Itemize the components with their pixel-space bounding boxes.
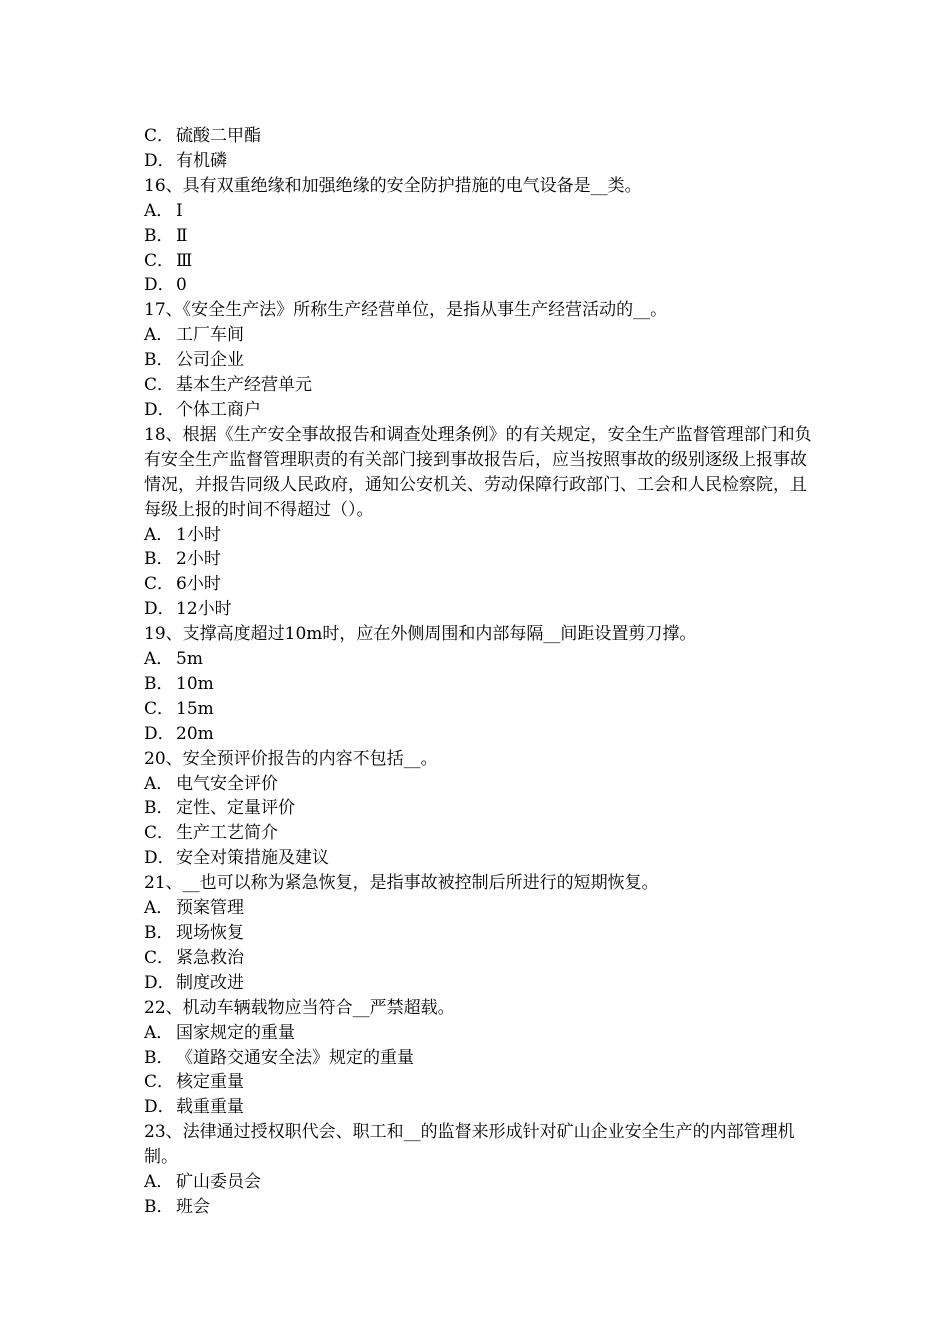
option-label: A． [144,649,174,670]
option-text: 现场恢复 [176,923,244,943]
option-label: C． [144,574,175,595]
option-label: C． [144,250,175,271]
option-label: D． [144,1097,175,1118]
answer-option [144,1095,814,1120]
option-label: C． [144,126,175,146]
option-text: 安全对策措施及建议 [176,848,329,869]
option-text: 核定重量 [176,1072,244,1093]
question-text [144,298,814,323]
answer-option [144,796,814,821]
question-stem: 17、《安全生产法》所称生产经营单位，是指从事生产经营活动的__。 [144,300,668,321]
answer-option [144,199,814,224]
option-text: Ⅰ [176,200,183,221]
question-stem: 20、安全预评价报告的内容不包括__。 [144,748,438,769]
answer-option [144,224,814,249]
option-label: D． [144,399,175,420]
answer-option [144,946,814,971]
option-text: 0 [176,275,187,296]
answer-option [144,1046,814,1071]
option-label: C． [144,823,175,844]
option-text: 生产工艺简介 [176,823,278,844]
answer-option [144,921,814,946]
question-stem: 18、根据《生产安全事故报告和调查处理条例》的有关规定，安全生产监督管理部门和负有安全生产监督管理职责的有关部门接到事故报告后，应当按照事故的级别逐级上报事故情况，并报告同级人民政府，通知公安机关、劳动保障行政部门、工会和人民检察院，且每级上报的时间不得超过（）。 [144,424,812,520]
option-label: A． [144,1172,174,1193]
answer-option [144,597,814,622]
option-text: 公司企业 [176,350,244,371]
option-label: D． [144,848,175,869]
option-label: A． [144,773,174,794]
option-label: B． [144,1196,174,1217]
option-label: B． [144,798,174,819]
answer-option [144,846,814,871]
option-label: A． [144,898,174,919]
option-label: A． [144,325,174,346]
option-text: 矿山委员会 [176,1172,261,1193]
answer-option [144,896,814,921]
option-label: C． [144,1072,175,1093]
question-text [144,622,814,647]
option-label: D． [144,723,175,744]
question-list [144,124,814,1220]
answer-option [144,971,814,996]
option-label: B． [144,673,174,694]
answer-option [144,348,814,373]
answer-option [144,1195,814,1220]
question-text [144,423,814,523]
answer-option [144,149,814,174]
question-text [144,747,814,772]
answer-option [144,547,814,572]
answer-option [144,1070,814,1095]
answer-option [144,572,814,597]
option-text: 硫酸二甲酯 [176,126,261,146]
option-text: 基本生产经营单元 [176,375,312,396]
option-label: C． [144,375,175,396]
question-text [144,871,814,896]
answer-option [144,821,814,846]
question-text [144,1120,814,1170]
question-text [144,996,814,1021]
option-label: A． [144,1022,174,1043]
answer-option [144,722,814,747]
question-text [144,174,814,199]
option-label: D． [144,599,175,620]
answer-option [144,647,814,672]
option-label: D． [144,275,175,296]
answer-option [144,249,814,274]
option-text: 个体工商户 [176,399,261,420]
answer-option [144,398,814,423]
answer-option [144,124,814,149]
option-text: 工厂车间 [176,325,244,346]
option-text: 6小时 [176,574,221,595]
option-label: C． [144,698,175,719]
option-label: B． [144,549,174,570]
option-text: 2小时 [176,549,221,570]
option-text: 预案管理 [176,898,244,919]
option-text: 制度改进 [176,972,244,993]
answer-option [144,373,814,398]
question-stem: 22、机动车辆载物应当符合__严禁超载。 [144,997,455,1018]
option-text: Ⅱ [176,225,188,246]
question-stem: 23、法律通过授权职代会、职工和__的监督来形成针对矿山企业安全生产的内部管理机制。 [144,1122,795,1168]
option-text: 有机磷 [176,150,227,171]
option-label: C． [144,947,175,968]
option-text: 载重重量 [176,1097,244,1118]
option-text: 《道路交通安全法》规定的重量 [176,1047,414,1068]
option-label: A． [144,524,174,545]
answer-option [144,273,814,298]
option-label: D． [144,150,175,171]
answer-option [144,697,814,722]
option-text: 紧急救治 [176,947,244,968]
answer-option [144,323,814,348]
question-stem: 21、__也可以称为紧急恢复，是指事故被控制后所进行的短期恢复。 [144,873,659,894]
option-label: B． [144,923,174,943]
option-label: B． [144,1047,174,1068]
option-text: 5m [176,649,203,670]
option-label: B． [144,225,174,246]
option-text: 班会 [176,1196,210,1217]
answer-option [144,1170,814,1195]
option-label: A． [144,200,174,221]
option-label: B． [144,350,174,371]
answer-option [144,1021,814,1046]
question-stem: 16、具有双重绝缘和加强绝缘的安全防护措施的电气设备是__类。 [144,175,642,196]
answer-option [144,772,814,797]
answer-option [144,672,814,697]
option-text: 国家规定的重量 [176,1022,295,1043]
option-text: 15m [176,698,214,719]
answer-option [144,523,814,548]
option-text: 12小时 [176,599,232,620]
option-text: 1小时 [176,524,221,545]
question-stem: 19、支撑高度超过10m时，应在外侧周围和内部每隔__间距设置剪刀撑。 [144,624,697,645]
option-text: 定性、定量评价 [176,798,295,819]
option-text: 20m [176,723,214,744]
option-text: 电气安全评价 [176,773,278,794]
document-page [144,124,814,1220]
option-label: D． [144,972,175,993]
option-text: 10m [176,673,214,694]
option-text: Ⅲ [176,250,193,271]
